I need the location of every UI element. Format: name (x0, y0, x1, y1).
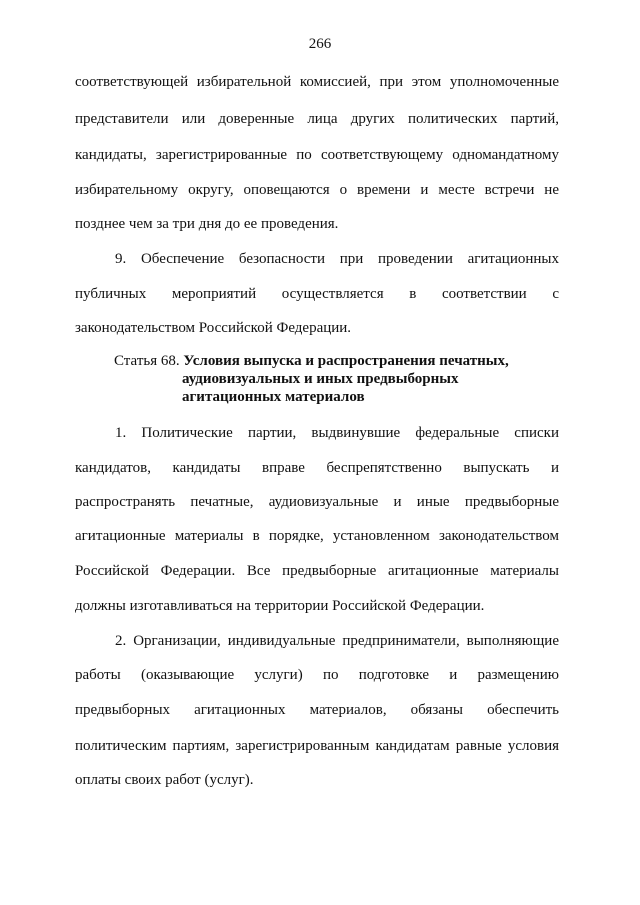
text-line: должны изготавливаться на территории Российской Федерации. (75, 598, 485, 614)
text-line: распространять печатные, аудиовизуальные и иные предвыборные (75, 494, 559, 510)
text-line: политическим партиям, зарегистрированным кандидатам равные условия (75, 738, 559, 754)
article-title-line: аудиовизуальных и иных предвыборных (182, 371, 459, 387)
text-line: публичных мероприятий осуществляется в соответствии с (75, 286, 559, 302)
text-line: Российской Федерации. Все предвыборные агитационные материалы (75, 563, 559, 579)
text-line: работы (оказывающие услуги) по подготовке и размещению (75, 667, 559, 683)
text-line: предвыборных агитационных материалов, обязаны обеспечить (75, 702, 559, 718)
text-line: представители или доверенные лица других политических партий, (75, 111, 559, 127)
text-line: кандидаты, зарегистрированные по соответствующему одномандатному (75, 147, 559, 163)
text-line: агитационные материалы в порядке, установленном законодательством (75, 528, 559, 544)
article-title-line: Условия выпуска и распространения печатных, (183, 353, 509, 369)
text-line: соответствующей избирательной комиссией, при этом уполномоченные (75, 74, 559, 90)
text-line: позднее чем за три дня до ее проведения. (75, 216, 339, 232)
text-line: законодательством Российской Федерации. (75, 320, 352, 336)
article-title-line: агитационных материалов (182, 389, 365, 405)
text-line: избирательному округу, оповещаются о времени и месте встречи не (75, 182, 559, 198)
text-line: кандидатов, кандидаты вправе беспрепятственно выпускать и (75, 460, 559, 476)
article-label: Статья 68. (114, 353, 184, 369)
text-line: 9. Обеспечение безопасности при проведении агитационных (115, 251, 559, 267)
text-line: оплаты своих работ (услуг). (75, 772, 254, 788)
page-number: 266 (308, 36, 332, 52)
text-line: 2. Организации, индивидуальные предприниматели, выполняющие (115, 633, 559, 649)
text-line: 1. Политические партии, выдвинувшие федеральные списки (115, 425, 559, 441)
